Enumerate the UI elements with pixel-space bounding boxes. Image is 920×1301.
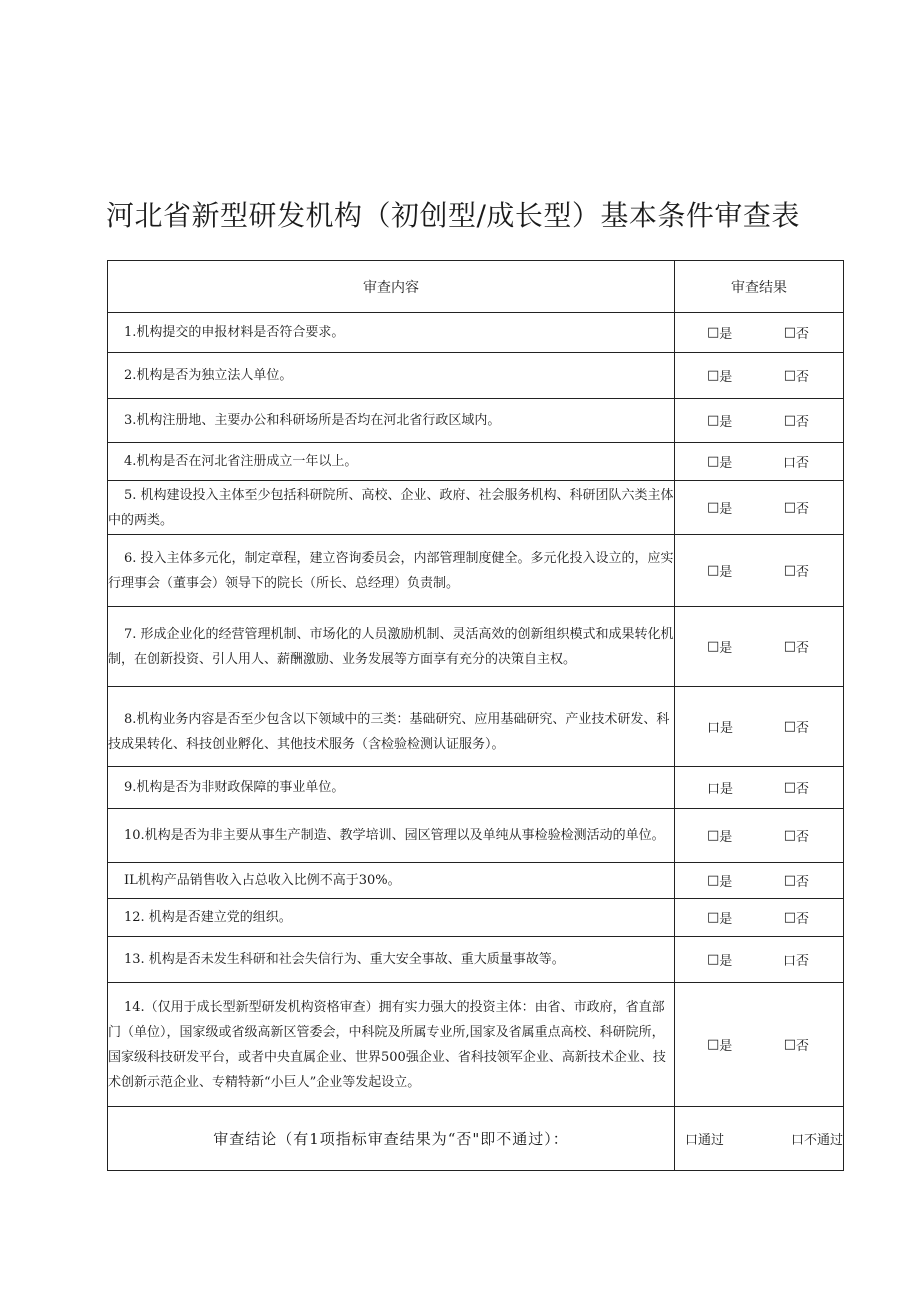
checkbox-icon: □ <box>783 639 796 654</box>
criterion-cell <box>108 313 675 353</box>
checkbox-icon: □ <box>707 563 720 578</box>
result-cell <box>675 899 844 937</box>
no-checkbox[interactable] <box>784 1035 809 1054</box>
criterion-text: 12. 机构是否建立党的组织。 <box>124 910 292 925</box>
no-checkbox[interactable] <box>784 871 809 890</box>
table-row <box>108 535 844 607</box>
criterion-text: 3.机构注册地、主要办公和科研场所是否均在河北省行政区域内。 <box>124 413 501 428</box>
yes-label: 是 <box>719 875 733 890</box>
criterion-text: IL机构产品销售收入占总收入比例不高于30%。 <box>124 873 401 888</box>
no-checkbox[interactable] <box>784 778 809 797</box>
no-checkbox[interactable] <box>784 908 809 927</box>
checkbox-icon: □ <box>783 910 796 925</box>
yes-checkbox[interactable] <box>707 871 732 890</box>
yes-label: 是 <box>719 456 733 471</box>
no-checkbox[interactable] <box>784 637 809 656</box>
yes-checkbox[interactable] <box>707 323 732 342</box>
criterion-cell <box>108 863 675 899</box>
result-cell <box>675 353 844 399</box>
yes-label: 是 <box>719 912 733 927</box>
no-label: 否 <box>795 502 809 517</box>
checkbox-icon: □ <box>783 563 796 578</box>
yes-label: 是 <box>719 502 733 517</box>
yes-label: 是 <box>719 830 733 845</box>
criterion-text: 9.机构是否为非财政保障的事业单位。 <box>124 780 345 795</box>
criterion-text: 4.机构是否在河北省注册成立一年以上。 <box>124 454 358 469</box>
table-row <box>108 481 844 535</box>
table-header-row <box>108 261 844 313</box>
fail-checkbox[interactable]: 口不通过 <box>790 1133 843 1148</box>
result-cell <box>675 687 844 767</box>
checkbox-icon: □ <box>707 952 720 967</box>
table-row <box>108 687 844 767</box>
yes-checkbox[interactable] <box>707 637 732 656</box>
no-label: 否 <box>795 875 809 890</box>
yes-label: 是 <box>720 782 734 797</box>
criterion-cell <box>108 687 675 767</box>
yes-checkbox[interactable] <box>707 561 732 580</box>
table-row <box>108 607 844 687</box>
no-label: 否 <box>795 565 809 580</box>
criterion-cell <box>108 983 675 1107</box>
table-row <box>108 767 844 809</box>
yes-checkbox[interactable] <box>707 778 733 797</box>
result-cell <box>675 607 844 687</box>
yes-label: 是 <box>719 327 733 342</box>
table-row <box>108 313 844 353</box>
checkbox-icon: □ <box>707 873 720 888</box>
table-row <box>108 899 844 937</box>
checkbox-icon: □ <box>707 639 720 654</box>
yes-label: 是 <box>719 370 733 385</box>
yes-checkbox[interactable] <box>707 826 732 845</box>
criterion-text: 6. 投入主体多元化，制定章程，建立咨询委员会，内部管理制度健全。多元化投入设立的，应实行理事会（董事会）领导下的院长（所长、总经理）负责制。 <box>108 550 674 591</box>
no-label: 否 <box>795 954 809 969</box>
yes-checkbox[interactable] <box>707 1035 732 1054</box>
yes-checkbox[interactable] <box>707 366 732 385</box>
checkbox-icon: 口 <box>782 456 796 471</box>
conclusion-text: 审查结论（有1项指标审查结果为“否"即不通过）： <box>213 1130 569 1148</box>
criterion-text: 7. 形成企业化的经营管理机制、市场化的人员激励机制、灵活高效的创新组织模式和成果转化机制，在创新投资、引人用人、薪酬激励、业务发展等方面享有充分的决策自主权。 <box>108 626 674 667</box>
no-checkbox[interactable] <box>783 452 809 471</box>
checkbox-icon: □ <box>783 828 796 843</box>
result-cell <box>675 443 844 481</box>
no-checkbox[interactable] <box>784 561 809 580</box>
yes-label: 是 <box>719 641 733 656</box>
table-row <box>108 983 844 1107</box>
conclusion-row <box>108 1107 844 1171</box>
no-checkbox[interactable] <box>784 498 809 517</box>
criterion-cell <box>108 481 675 535</box>
checkbox-icon: □ <box>707 325 720 340</box>
table-row <box>108 863 844 899</box>
conclusion-cell <box>108 1107 675 1171</box>
table-row <box>108 353 844 399</box>
yes-checkbox[interactable] <box>707 717 733 736</box>
criterion-text: 13. 机构是否未发生科研和社会失信行为、重大安全事故、重大质量事故等。 <box>124 952 565 967</box>
header-content: 审查内容 <box>108 261 675 313</box>
yes-checkbox[interactable] <box>707 950 732 969</box>
table-row <box>108 399 844 443</box>
table-row <box>108 443 844 481</box>
checkbox-icon: □ <box>783 500 796 515</box>
no-label: 否 <box>795 415 809 430</box>
criterion-text: 8.机构业务内容是否至少包含以下领域中的三类：基础研究、应用基础研究、产业技术研发、科技成果转化、科技创业孵化、其他技术服务（含检验检测认证服务）。 <box>108 711 670 752</box>
criterion-cell <box>108 353 675 399</box>
checkbox-icon: □ <box>707 828 720 843</box>
checkbox-icon: □ <box>707 454 720 469</box>
criterion-text: 2.机构是否为独立法人单位。 <box>124 368 293 383</box>
page-title: 河北省新型研发机构（初创型/成长型）基本条件审查表 <box>106 199 800 232</box>
no-checkbox[interactable] <box>783 950 809 969</box>
table-row <box>108 809 844 863</box>
criterion-cell <box>108 443 675 481</box>
no-label: 否 <box>795 830 809 845</box>
no-checkbox[interactable] <box>784 717 809 736</box>
yes-label: 是 <box>719 1039 733 1054</box>
checkbox-icon: □ <box>783 413 796 428</box>
pass-checkbox[interactable]: 口通过 <box>685 1133 725 1148</box>
result-cell <box>675 809 844 863</box>
result-cell <box>675 767 844 809</box>
result-cell <box>675 313 844 353</box>
yes-checkbox[interactable] <box>707 498 732 517</box>
checkbox-icon: □ <box>783 1037 796 1052</box>
no-checkbox[interactable] <box>784 323 809 342</box>
criterion-cell <box>108 607 675 687</box>
checkbox-icon: □ <box>707 910 720 925</box>
checkbox-icon: □ <box>783 873 796 888</box>
no-label: 否 <box>795 721 809 736</box>
result-cell <box>675 983 844 1107</box>
no-label: 否 <box>795 641 809 656</box>
conclusion-result-cell <box>675 1107 844 1171</box>
no-label: 否 <box>795 912 809 927</box>
no-label: 否 <box>795 782 809 797</box>
no-checkbox[interactable] <box>784 366 809 385</box>
checkbox-icon: 口 <box>782 954 796 969</box>
criterion-cell <box>108 899 675 937</box>
criterion-text: 5. 机构建设投入主体至少包括科研院所、高校、企业、政府、社会服务机构、科研团队六类主体中的两类。 <box>108 487 674 528</box>
result-cell <box>675 535 844 607</box>
checkbox-icon: □ <box>783 719 796 734</box>
yes-label: 是 <box>720 721 734 736</box>
criterion-text: 14.（仅用于成长型新型研发机构资格审查）拥有实力强大的投资主体：由省、市政府，省直部门（单位），国家级或省级高新区管委会，中科院及所属专业所,国家及省属重点高校、科研院所，国家级科技研发平台，或者中央直属企业、世界500强企业、省科技领军企业、高新技术企业、技术创新示范企业、专精特新“小巨人”企业等发起设立。 <box>108 999 666 1090</box>
header-result: 审查结果 <box>675 261 844 313</box>
checkbox-icon: □ <box>707 413 720 428</box>
review-table <box>107 260 844 1171</box>
no-label: 否 <box>795 1039 809 1054</box>
table-row <box>108 937 844 983</box>
criterion-text: 10.机构是否为非主要从事生产制造、教学培训、园区管理以及单纯从事检验检测活动的单位。 <box>124 828 665 843</box>
result-cell <box>675 481 844 535</box>
no-label: 否 <box>795 456 809 471</box>
no-checkbox[interactable] <box>784 411 809 430</box>
checkbox-icon: □ <box>707 1037 720 1052</box>
yes-label: 是 <box>719 415 733 430</box>
yes-checkbox[interactable] <box>707 452 732 471</box>
checkbox-icon: 口 <box>707 782 721 797</box>
no-checkbox[interactable] <box>784 826 809 845</box>
no-label: 否 <box>795 370 809 385</box>
criterion-cell <box>108 809 675 863</box>
checkbox-icon: □ <box>707 500 720 515</box>
yes-label: 是 <box>719 565 733 580</box>
no-label: 否 <box>795 327 809 342</box>
criterion-text: 1.机构提交的申报材料是否符合要求。 <box>124 325 345 340</box>
criterion-cell <box>108 937 675 983</box>
yes-label: 是 <box>719 954 733 969</box>
checkbox-icon: 口 <box>707 721 721 736</box>
checkbox-icon: □ <box>783 325 796 340</box>
result-cell <box>675 863 844 899</box>
checkbox-icon: □ <box>783 780 796 795</box>
checkbox-icon: □ <box>707 368 720 383</box>
criterion-cell <box>108 535 675 607</box>
criterion-cell <box>108 399 675 443</box>
criterion-cell <box>108 767 675 809</box>
checkbox-icon: □ <box>783 368 796 383</box>
yes-checkbox[interactable] <box>707 411 732 430</box>
result-cell <box>675 937 844 983</box>
yes-checkbox[interactable] <box>707 908 732 927</box>
result-cell <box>675 399 844 443</box>
